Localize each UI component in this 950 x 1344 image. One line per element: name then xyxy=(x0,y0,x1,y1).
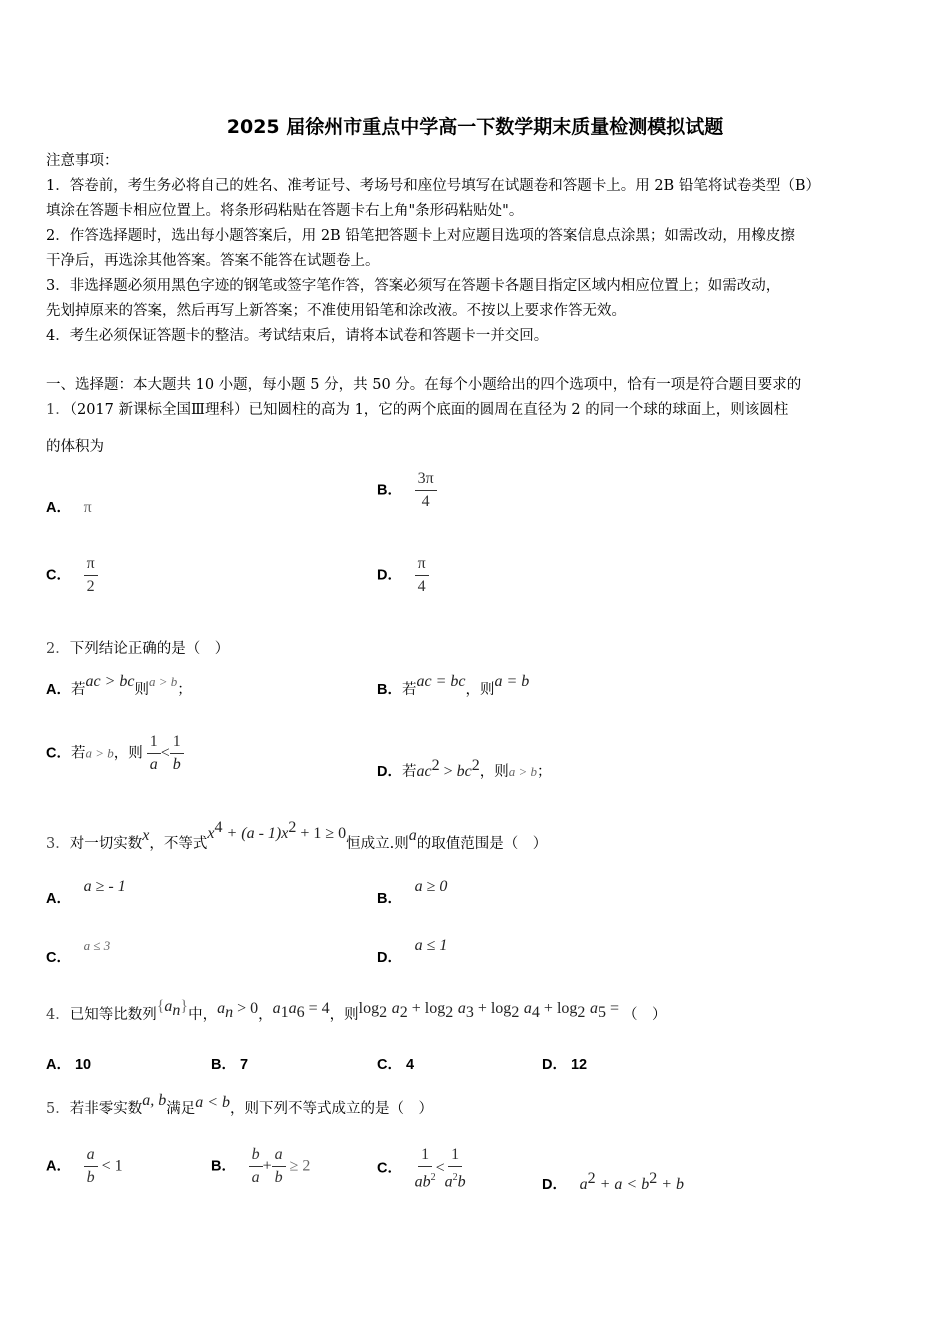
option-label: C． xyxy=(46,567,71,584)
option-label: C． xyxy=(46,950,71,966)
math: a > b xyxy=(85,745,114,761)
question-4 xyxy=(46,998,667,1029)
option-label: B． xyxy=(211,1057,236,1073)
question-1-cont: 的体积为 xyxy=(46,439,104,455)
q1-option-a[interactable] xyxy=(46,496,92,517)
text: 则 xyxy=(134,682,149,698)
option-label: B． xyxy=(377,482,402,499)
option-value: 10 xyxy=(74,1057,92,1073)
question-number: 2． xyxy=(46,641,70,657)
math: < xyxy=(435,1159,445,1177)
option-label: B． xyxy=(377,682,402,698)
math: a = b xyxy=(494,673,530,690)
q2-option-a[interactable] xyxy=(46,673,192,699)
option-label: C． xyxy=(377,1057,402,1073)
question-number: 1． xyxy=(46,402,70,418)
q5-option-c[interactable] xyxy=(377,1146,466,1191)
math: 2 xyxy=(431,757,440,774)
option-value: $a^2 + a < b^2 + b$ xyxy=(579,1170,684,1193)
option-label: C． xyxy=(46,745,71,762)
fraction: $\frac{3\pi}{4}$ xyxy=(415,470,437,511)
math: ≥ 2 xyxy=(285,1157,311,1175)
q4-option-b[interactable] xyxy=(211,1053,248,1074)
question-number: 4． xyxy=(46,1007,70,1023)
q5-option-d[interactable] xyxy=(542,1170,684,1194)
page-title: 2025 届徐州市重点中学高一下数学期末质量检测模拟试题 xyxy=(226,116,724,138)
q3-option-c[interactable] xyxy=(46,938,111,967)
q1-option-c[interactable] xyxy=(46,555,98,596)
option-value: 4 xyxy=(405,1057,415,1073)
math: x xyxy=(142,826,150,844)
notice-line-1: 1．答卷前，考生务必将自己的姓名、准考证号、考场号和座位号填写在试题卷和答题卡上。用 2B 铅笔将试卷类型（B） xyxy=(46,178,820,194)
q1-option-d[interactable] xyxy=(377,555,429,596)
fraction: $\frac{1}{b}$ xyxy=(170,733,184,774)
q5-option-a[interactable] xyxy=(46,1146,123,1187)
q2-option-c[interactable] xyxy=(46,733,184,774)
option-label: A． xyxy=(46,1158,71,1175)
question-5 xyxy=(46,1092,434,1119)
text: 若 xyxy=(70,745,86,762)
option-label: A． xyxy=(46,1057,71,1073)
question-text: （2017 新课标全国Ⅲ理科）已知圆柱的高为 1，它的两个底面的圆周在直径为 2 的同一个球的球面上，则该圆柱 xyxy=(69,402,789,418)
text: 中， xyxy=(188,1007,218,1023)
condition-1: $a_n > 0$ xyxy=(217,1000,259,1021)
notice-line-7: 4．考生必须保证答题卡的整洁。考试结束后，请将本试卷和答题卡一并交回。 xyxy=(46,328,549,344)
condition-2: $a_1a_6 = 4$ xyxy=(272,1000,330,1021)
notice-line-5: 3．非选择题必须用黑色字迹的钢笔或签字笔作答，答案必须写在答题卡各题目指定区域内相应位置上；如需改动， xyxy=(46,278,781,294)
math: > xyxy=(439,762,457,780)
option-value: a ≤ 3 xyxy=(83,938,111,953)
option-label: A． xyxy=(46,682,71,698)
option-label: A． xyxy=(46,891,71,907)
math: ac xyxy=(416,762,432,780)
q4-option-a[interactable] xyxy=(46,1053,91,1074)
option-value: a ≤ 1 xyxy=(414,937,448,954)
q2-option-d[interactable] xyxy=(377,757,552,781)
q4-option-d[interactable] xyxy=(542,1053,587,1074)
q3-option-d[interactable] xyxy=(377,937,448,967)
fraction: $\frac{1}{ab^2}$ xyxy=(414,1146,436,1191)
question-3 xyxy=(46,819,548,854)
option-value: π xyxy=(83,499,92,516)
option-label: D． xyxy=(377,763,402,780)
q5-option-b[interactable] xyxy=(211,1146,310,1187)
text: 已知等比数列 xyxy=(69,1007,157,1023)
math: ac > bc xyxy=(85,673,135,690)
fraction: $\frac{\pi}{4}$ xyxy=(415,555,429,596)
question-text: 下列结论正确的是（ ） xyxy=(69,641,230,657)
math: a < b xyxy=(195,1094,231,1111)
option-label: C． xyxy=(377,1160,402,1177)
option-label: D． xyxy=(542,1057,567,1073)
text: 满足 xyxy=(166,1101,196,1117)
fraction: $\frac{a}{b}$ xyxy=(84,1146,98,1187)
math: < 1 xyxy=(97,1157,123,1175)
q1-option-b[interactable] xyxy=(377,470,437,511)
text: 若 xyxy=(70,682,86,698)
text: ； xyxy=(537,763,552,780)
text: ，则下列不等式成立的是（ ） xyxy=(230,1101,434,1117)
text: 若 xyxy=(401,763,417,780)
text: 若 xyxy=(401,682,417,698)
section-heading: 一、选择题：本大题共 10 小题，每小题 5 分，共 50 分。在每个小题给出的四个选项中，恰有一项是符合题目要求的 xyxy=(46,377,802,393)
text: ， xyxy=(258,1007,273,1023)
option-label: D． xyxy=(377,950,402,966)
option-value: a ≥ 0 xyxy=(414,878,448,895)
option-value: a ≥ - 1 xyxy=(83,878,126,895)
math: a xyxy=(408,826,417,844)
option-label: D． xyxy=(377,567,402,584)
math: a > b xyxy=(148,674,178,689)
text: ，则 xyxy=(479,763,509,780)
inequality: $x^4 + (a - 1)x^2 + 1 \ge 0$ xyxy=(207,819,347,842)
text: 对一切实数 xyxy=(69,835,143,852)
text: ，不等式 xyxy=(149,835,208,852)
fraction: $\frac{\pi}{2}$ xyxy=(84,555,98,596)
text: ，则 xyxy=(465,682,495,698)
math: a > b xyxy=(508,763,538,779)
fraction: $\frac{1}{a}$ xyxy=(147,733,161,774)
text: 的取值范围是（ ） xyxy=(416,835,548,852)
sequence: $\{a_n\}$ xyxy=(156,998,189,1020)
math: bc xyxy=(456,762,472,780)
q4-option-c[interactable] xyxy=(377,1053,414,1074)
question-number: 5． xyxy=(46,1101,70,1117)
fraction: $\frac{1}{a^2b}$ xyxy=(444,1146,466,1191)
text: ； xyxy=(177,682,192,698)
question-2 xyxy=(46,639,229,659)
option-label: D． xyxy=(542,1176,567,1193)
q3-option-a[interactable] xyxy=(46,878,126,908)
text: 若非零实数 xyxy=(69,1101,143,1117)
notice-line-4: 干净后，再选涂其他答案。答案不能答在试题卷上。 xyxy=(46,253,380,269)
text: ，则 xyxy=(329,1007,359,1023)
q3-option-b[interactable] xyxy=(377,878,448,908)
option-label: B． xyxy=(377,891,402,907)
notice-line-3: 2．作答选择题时，选出每小题答案后，用 2B 铅笔把答题卡上对应题目选项的答案信息点涂黑；如需改动，用橡皮擦 xyxy=(46,228,795,244)
question-1 xyxy=(46,400,788,420)
math: a, b xyxy=(142,1092,167,1109)
option-label: A． xyxy=(46,500,71,516)
fraction: $\frac{b}{a}$ xyxy=(249,1146,263,1187)
text: 恒成立.则 xyxy=(346,835,409,852)
log-expression: $\log_2 a_2 + \log_2 a_3 + \log_2 a_4 + \log_2 a_5$ = xyxy=(358,1000,624,1021)
q2-option-b[interactable] xyxy=(377,673,530,699)
text: （ ） xyxy=(623,1007,667,1023)
math: 2 xyxy=(471,757,480,774)
option-value: 12 xyxy=(570,1057,588,1073)
notice-heading: 注意事项： xyxy=(46,153,119,169)
fraction: $\frac{a}{b}$ xyxy=(272,1146,286,1187)
text: ，则 xyxy=(113,745,143,762)
question-number: 3． xyxy=(46,835,70,852)
math: + xyxy=(262,1157,272,1175)
math: ac = bc xyxy=(416,673,466,690)
notice-line-2: 填涂在答题卡相应位置上。将条形码粘贴在答题卡右上角"条形码粘贴处"。 xyxy=(46,203,524,219)
notice-line-6: 先划掉原来的答案，然后再写上新答案；不准使用铅笔和涂改液。不按以上要求作答无效。 xyxy=(46,303,626,319)
option-label: B． xyxy=(211,1158,236,1175)
option-value: 7 xyxy=(239,1057,249,1073)
math: < xyxy=(160,744,170,762)
